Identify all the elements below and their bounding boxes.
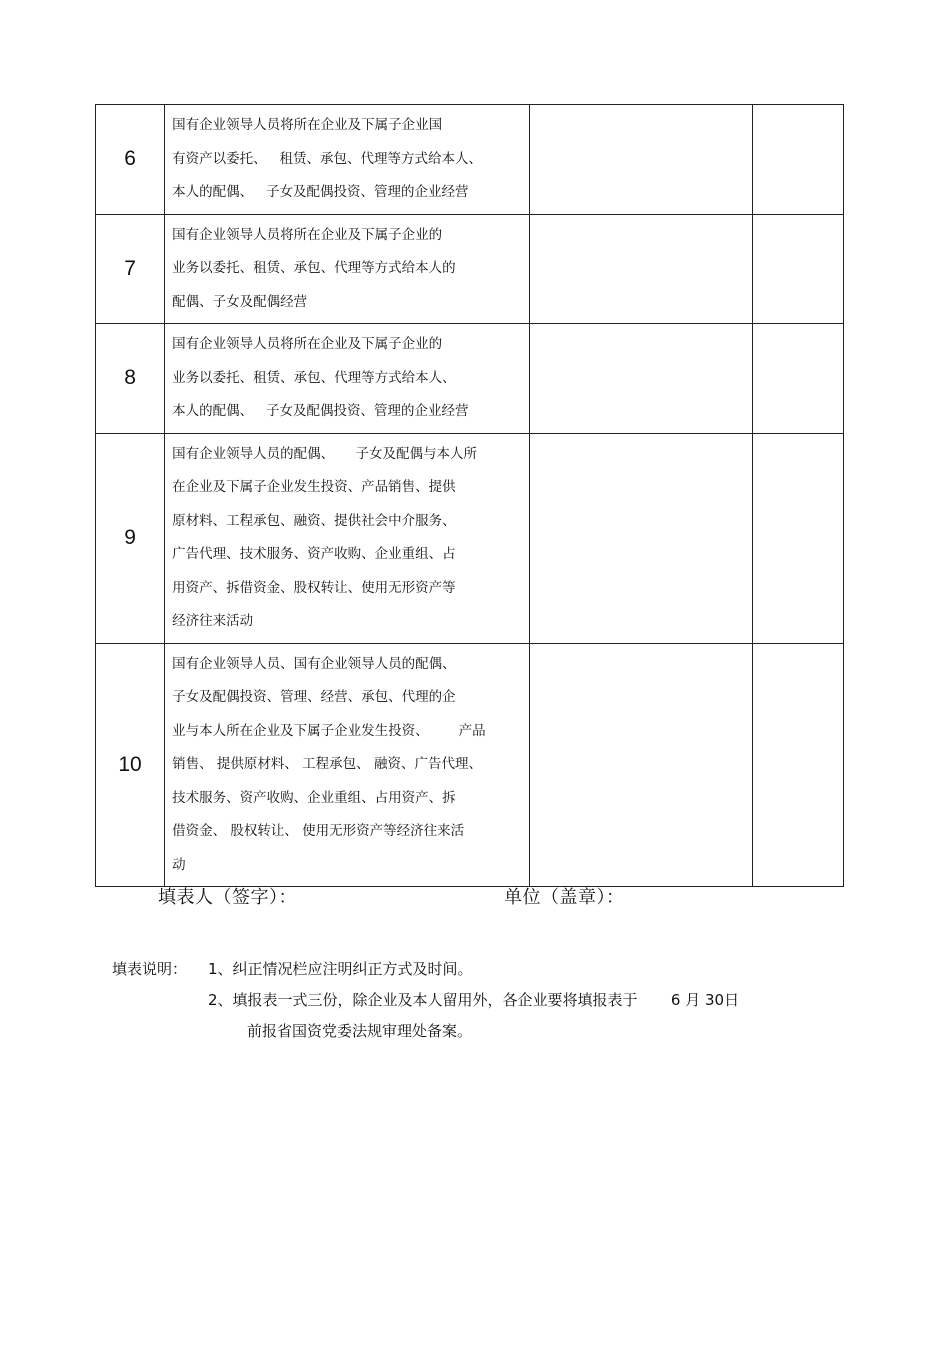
correction-cell[interactable] xyxy=(752,433,843,643)
status-cell[interactable] xyxy=(529,105,752,215)
filler-signature-label: 填表人（签字）： xyxy=(158,887,297,908)
status-cell[interactable] xyxy=(529,214,752,324)
row-number: 8 xyxy=(96,324,165,434)
note-item-2-continued: 前报省国资党委法规审理处备案。 xyxy=(247,1022,473,1040)
table-row xyxy=(96,214,844,324)
row-description: 国有企业领导人员、国有企业领导人员的配偶、 子女及配偶投资、管理、经营、承包、代理的企 业与本人所在企业及下属子企业发生投资、 产品 销售、 提供原材料、 工程承包、 融资、广告代理、 技术服务、资产收购、企业重组、占用资产、拆 借资金、 股权转让、 使用无形资产等经济往来活 动 xyxy=(165,643,529,887)
row-number: 10 xyxy=(96,643,165,887)
table-row xyxy=(96,105,844,215)
status-cell[interactable] xyxy=(529,643,752,887)
row-description: 国有企业领导人员将所在企业及下属子企业的 业务以委托、租赁、承包、代理等方式给本人的 配偶、子女及配偶经营 xyxy=(165,214,529,324)
row-number: 7 xyxy=(96,214,165,324)
row-description: 国有企业领导人员将所在企业及下属子企业国 有资产以委托、 租赁、承包、代理等方式给本人、 本人的配偶、 子女及配偶投资、管理的企业经营 xyxy=(165,105,529,215)
unit-seal-label: 单位（盖章）： xyxy=(504,887,625,908)
table-row xyxy=(96,324,844,434)
correction-cell[interactable] xyxy=(752,214,843,324)
correction-cell[interactable] xyxy=(752,643,843,887)
correction-cell[interactable] xyxy=(752,105,843,215)
row-description: 国有企业领导人员的配偶、 子女及配偶与本人所 在企业及下属子企业发生投资、产品销售、提供 原材料、工程承包、融资、提供社会中介服务、 广告代理、技术服务、资产收购、企业重组、占 用资产、拆借资金、股权转让、使用无形资产等 经济往来活动 xyxy=(165,433,529,643)
table-row xyxy=(96,643,844,887)
status-cell[interactable] xyxy=(529,433,752,643)
notes-label: 填表说明： xyxy=(112,960,188,978)
row-number: 9 xyxy=(96,433,165,643)
status-cell[interactable] xyxy=(529,324,752,434)
disclosure-table xyxy=(95,104,844,887)
correction-cell[interactable] xyxy=(752,324,843,434)
row-description: 国有企业领导人员将所在企业及下属子企业的 业务以委托、租赁、承包、代理等方式给本人、 本人的配偶、 子女及配偶投资、管理的企业经营 xyxy=(165,324,529,434)
note-item-2: 2、填报表一式三份，除企业及本人留用外，各企业要将填报表于 6 月 30日 xyxy=(208,991,740,1009)
row-number: 6 xyxy=(96,105,165,215)
note-item-1: 1、纠正情况栏应注明纠正方式及时间。 xyxy=(208,960,473,978)
table-row xyxy=(96,433,844,643)
